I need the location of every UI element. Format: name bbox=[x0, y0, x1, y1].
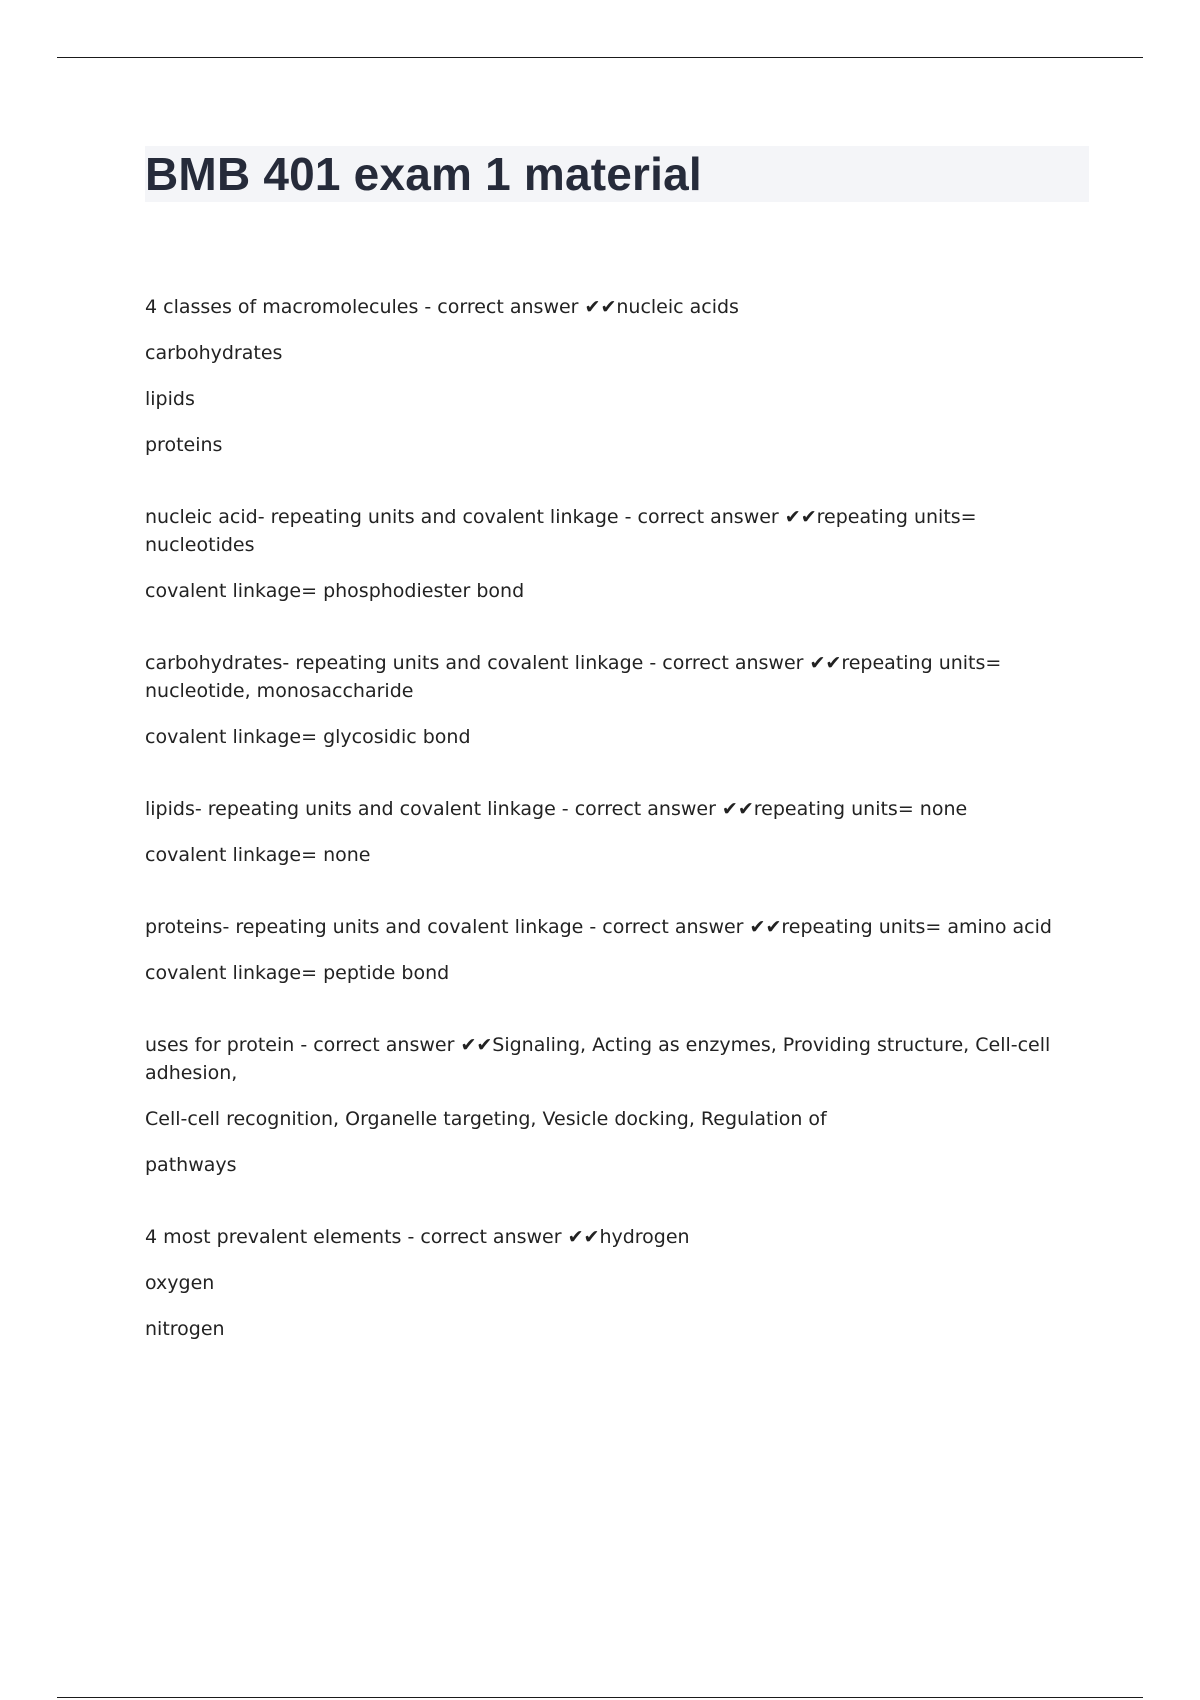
question-line bbox=[145, 1031, 1075, 1087]
question-text: lipids- repeating units and covalent linkage bbox=[145, 798, 562, 820]
flashcard-list bbox=[145, 293, 1075, 1387]
answer-text: repeating units= nucleotide, monosaccharide bbox=[145, 652, 1008, 702]
question-text: 4 most prevalent elements bbox=[145, 1226, 408, 1248]
question-line bbox=[145, 1223, 1075, 1251]
answer-line: nitrogen bbox=[145, 1318, 225, 1340]
answer-line: oxygen bbox=[145, 1272, 215, 1294]
document-title: BMB 401 exam 1 material bbox=[145, 148, 702, 200]
question-text: uses for protein bbox=[145, 1034, 301, 1056]
answer-line: proteins bbox=[145, 434, 223, 456]
qa-item bbox=[145, 293, 1075, 459]
correct-answer-marker: - correct answer ✔✔ bbox=[300, 1034, 493, 1056]
qa-item bbox=[145, 1223, 1075, 1343]
correct-answer-marker: - correct answer ✔✔ bbox=[589, 916, 782, 938]
answer-text: repeating units= amino acid bbox=[781, 916, 1052, 938]
answer-line: covalent linkage= phosphodiester bond bbox=[145, 580, 525, 602]
answer-line: covalent linkage= none bbox=[145, 844, 371, 866]
correct-answer-marker: - correct answer ✔✔ bbox=[407, 1226, 600, 1248]
qa-item bbox=[145, 1031, 1075, 1179]
answer-line: carbohydrates bbox=[145, 342, 283, 364]
answer-line: covalent linkage= glycosidic bond bbox=[145, 726, 471, 748]
qa-item bbox=[145, 913, 1075, 987]
top-rule bbox=[57, 57, 1143, 58]
qa-item bbox=[145, 503, 1075, 605]
answer-line: covalent linkage= peptide bond bbox=[145, 962, 450, 984]
question-line bbox=[145, 913, 1075, 941]
question-line bbox=[145, 795, 1075, 823]
answer-text: hydrogen bbox=[599, 1226, 690, 1248]
question-line bbox=[145, 503, 1075, 559]
correct-answer-marker: - correct answer ✔✔ bbox=[649, 652, 842, 674]
correct-answer-marker: - correct answer ✔✔ bbox=[624, 506, 817, 528]
title-banner bbox=[145, 146, 1089, 202]
question-line bbox=[145, 293, 1075, 321]
answer-text: repeating units= nucleotides bbox=[145, 506, 983, 556]
question-text: proteins- repeating units and covalent linkage bbox=[145, 916, 590, 938]
answer-line: lipids bbox=[145, 388, 195, 410]
question-text: 4 classes of macromolecules bbox=[145, 296, 425, 318]
qa-item bbox=[145, 649, 1075, 751]
answer-text: nucleic acids bbox=[616, 296, 739, 318]
answer-line: Cell-cell recognition, Organelle targeting, Vesicle docking, Regulation of bbox=[145, 1108, 827, 1130]
bottom-rule bbox=[57, 1697, 1143, 1698]
correct-answer-marker: - correct answer ✔✔ bbox=[561, 798, 754, 820]
question-text: carbohydrates- repeating units and covalent linkage bbox=[145, 652, 650, 674]
question-text: nucleic acid- repeating units and covalent linkage bbox=[145, 506, 625, 528]
answer-text: repeating units= none bbox=[753, 798, 968, 820]
answer-line: pathways bbox=[145, 1154, 237, 1176]
answer-text: Signaling, Acting as enzymes, Providing structure, Cell-cell adhesion, bbox=[145, 1034, 1057, 1084]
correct-answer-marker: - correct answer ✔✔ bbox=[424, 296, 617, 318]
question-line bbox=[145, 649, 1075, 705]
qa-item bbox=[145, 795, 1075, 869]
